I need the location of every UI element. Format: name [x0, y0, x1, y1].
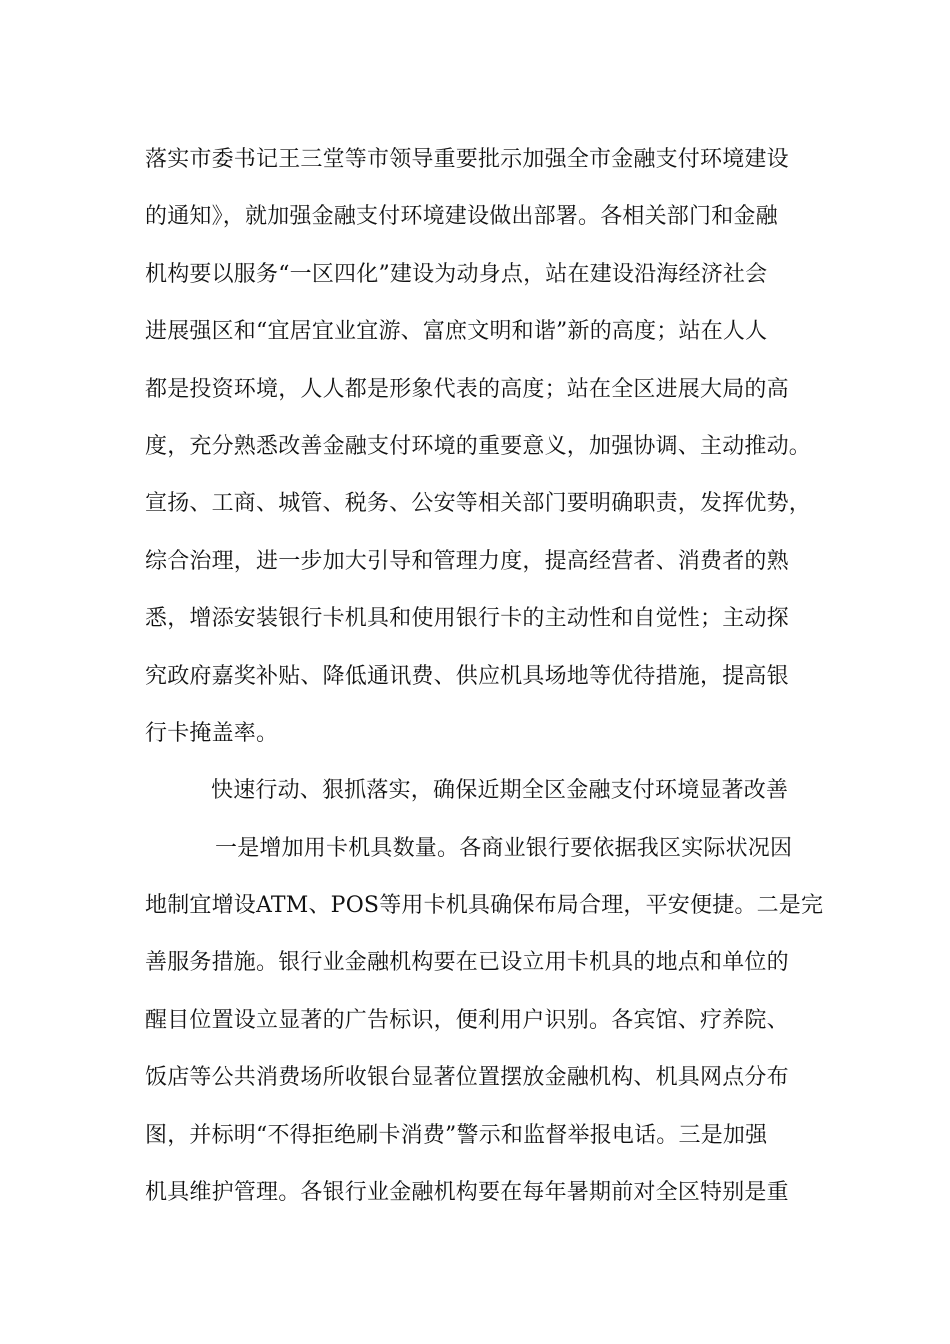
text-line: 一是增加用卡机具数量。各商业银行要依据我区实际状况因: [215, 835, 793, 861]
text-line: 都是投资环境，人人都是形象代表的高度；站在全区进展大局的高: [145, 376, 789, 402]
text-line: 综合治理，进一步加大引导和管理力度，提高经营者、消费者的熟: [145, 548, 789, 574]
text-line: 的通知》，就加强金融支付环境建设做出部署。各相关部门和金融: [145, 204, 778, 230]
text-line: 地制宜增设ATM、POS等用卡机具确保布局合理，平安便捷。二是完: [145, 893, 824, 919]
text-line: 行卡掩盖率。: [145, 720, 279, 746]
paragraph-payment-environment: [145, 131, 835, 762]
text-line: 饭店等公共消费场所收银台显著位置摆放金融机构、机具网点分布: [145, 1065, 789, 1091]
section-heading: 快速行动、狠抓落实，确保近期全区金融支付环境显著改善: [211, 778, 789, 804]
text-line: 善服务措施。银行业金融机构要在已设立用卡机具的地点和单位的: [145, 950, 789, 976]
text-line: 宣扬、工商、城管、税务、公安等相关部门要明确职责，发挥优势，: [145, 491, 812, 517]
text-line: 机具维护管理。各银行业金融机构要在每年暑期前对全区特别是重: [145, 1180, 789, 1206]
text-line: 度，充分熟悉改善金融支付环境的重要意义，加强协调、主动推动。: [145, 433, 812, 459]
text-line: 图，并标明“不得拒绝刷卡消费”警示和监督举报电话。三是加强: [145, 1122, 768, 1148]
text-line: 落实市委书记王三堂等市领导重要批示加强全市金融支付环境建设: [145, 147, 789, 172]
text-line: 究政府嘉奖补贴、降低通讯费、供应机具场地等优待措施，提高银: [145, 663, 789, 689]
document-body: [145, 131, 835, 1221]
text-line: 机构要以服务“一区四化”建设为动身点，站在建设沿海经济社会: [145, 261, 768, 287]
text-line: 悉，增添安装银行卡机具和使用银行卡的主动性和自觉性；主动探: [145, 606, 789, 632]
text-line: 进展强区和“宜居宜业宜游、富庶文明和谐”新的高度；站在人人: [145, 319, 768, 345]
text-line: 醒目位置设立显著的广告标识，便利用户识别。各宾馆、疗养院、: [145, 1007, 789, 1033]
paragraph-card-terminals: [145, 820, 835, 1222]
